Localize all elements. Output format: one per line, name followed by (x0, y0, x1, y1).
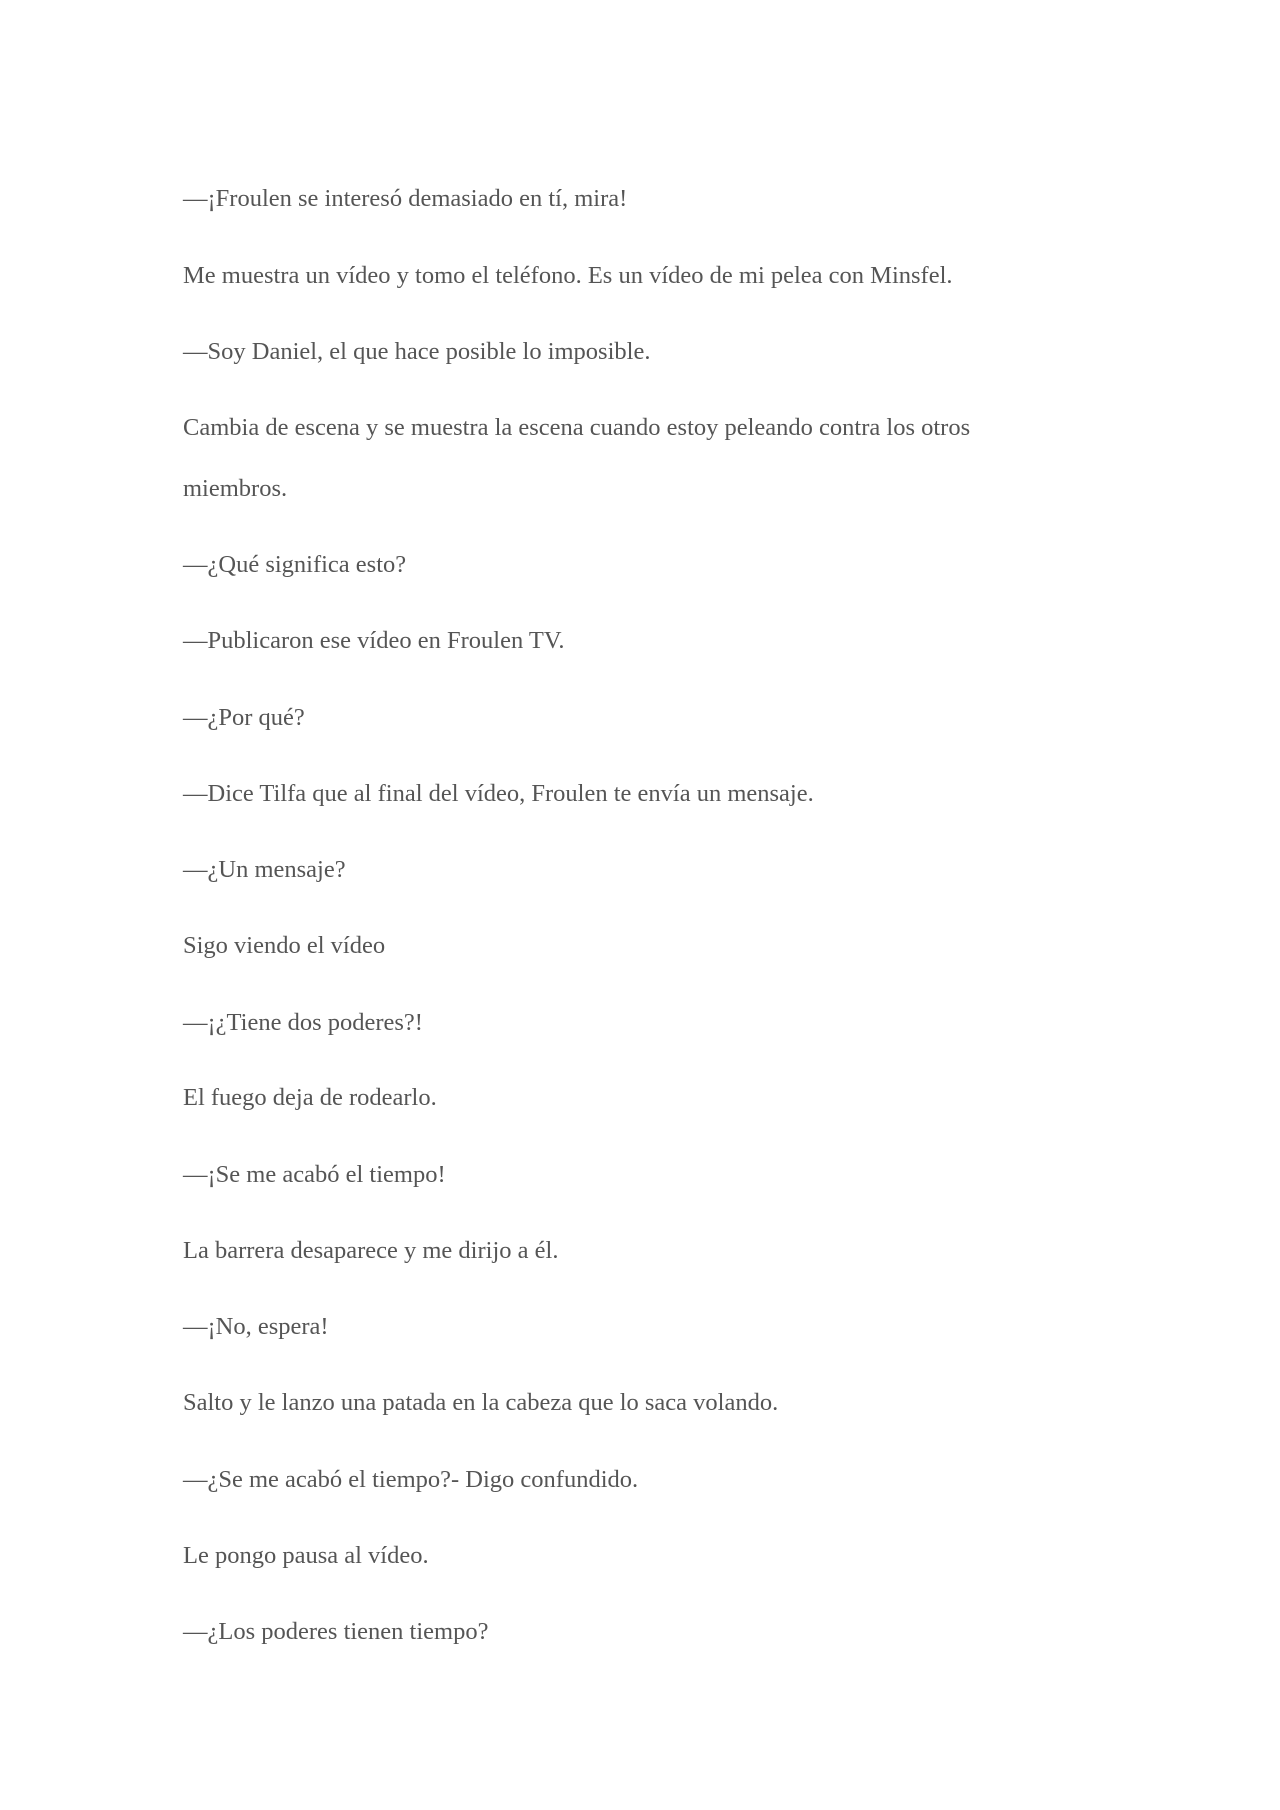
paragraph: —¿Un mensaje? (183, 856, 346, 883)
paragraph: —¿Los poderes tienen tiempo? (183, 1618, 489, 1645)
paragraph: Me muestra un vídeo y tomo el teléfono. Es un vídeo de mi pelea con Minsfel. (183, 262, 953, 289)
paragraph: Sigo viendo el vídeo (183, 932, 386, 959)
paragraph: —Dice Tilfa que al final del vídeo, Froulen te envía un mensaje. (183, 780, 814, 807)
paragraph: —¿Se me acabó el tiempo?- Digo confundido. (183, 1466, 639, 1493)
paragraph: —¡¿Tiene dos poderes?! (183, 1009, 423, 1036)
paragraph: miembros. (183, 475, 288, 502)
paragraph: —¡No, espera! (183, 1313, 329, 1340)
paragraph: —¿Qué significa esto? (183, 551, 407, 578)
paragraph: —Publicaron ese vídeo en Froulen TV. (183, 627, 565, 654)
paragraph: Cambia de escena y se muestra la escena cuando estoy peleando contra los otros (183, 414, 971, 441)
paragraph: —¿Por qué? (183, 704, 305, 731)
paragraph: —¡Se me acabó el tiempo! (183, 1161, 446, 1188)
paragraph: La barrera desaparece y me dirijo a él. (183, 1237, 559, 1264)
paragraph: —¡Froulen se interesó demasiado en tí, mira! (183, 185, 628, 212)
paragraph: —Soy Daniel, el que hace posible lo imposible. (183, 338, 651, 365)
paragraph: Le pongo pausa al vídeo. (183, 1542, 429, 1569)
paragraph: El fuego deja de rodearlo. (183, 1084, 437, 1111)
paragraph: Salto y le lanzo una patada en la cabeza que lo saca volando. (183, 1389, 779, 1416)
